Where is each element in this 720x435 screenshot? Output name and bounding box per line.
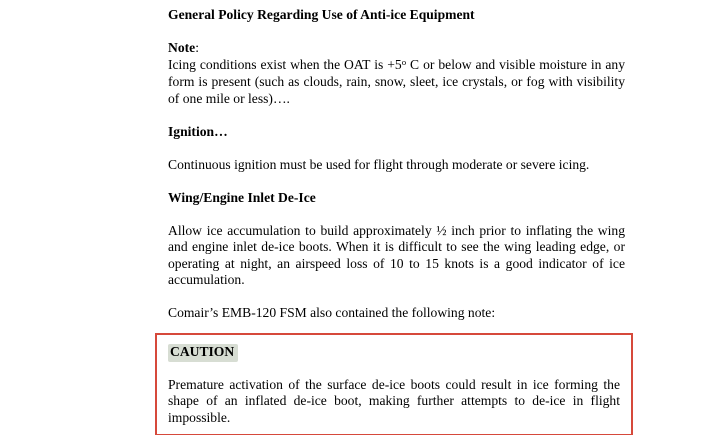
deice-heading: Wing/Engine Inlet De-Ice <box>168 189 316 205</box>
ignition-heading: Ignition… <box>168 123 228 139</box>
ignition-paragraph: Continuous ignition must be used for flight through moderate or severe icing. <box>168 156 590 172</box>
icing-text-before-sup: Icing conditions exist when the OAT is +5 <box>168 56 402 72</box>
section-title: General Policy Regarding Use of Anti-ice Equipment <box>168 7 475 22</box>
note-colon: : <box>195 40 199 55</box>
caution-label: CAUTION <box>168 344 238 362</box>
note-label-line <box>168 40 625 57</box>
icing-text-after-sup: C or below and visible moisture in any form is present (such as clouds, rain, snow, sleet, ice crystals, or fog with visibility of one mile or less)…. <box>168 56 625 106</box>
note-label: Note <box>168 40 196 55</box>
degree-superscript: o <box>401 56 407 67</box>
comair-line: Comair’s EMB-120 FSM also contained the following note: <box>168 305 496 320</box>
document-content <box>168 7 625 435</box>
caution-box <box>155 333 633 435</box>
caution-text: Premature activation of the surface de-ice boots could result in ice forming the shape of an inflated de-ice boot, making further attempts to de-ice in flight impossible. <box>168 376 620 425</box>
icing-paragraph <box>168 57 625 108</box>
deice-paragraph: Allow ice accumulation to build approximately ½ inch prior to inflating the wing and engine inlet de-ice boots. When it is difficult to see the wing leading edge, or operating at night, an airspeed loss of 10 to 15 knots is a good indicator of ice accumulation. <box>168 222 625 287</box>
